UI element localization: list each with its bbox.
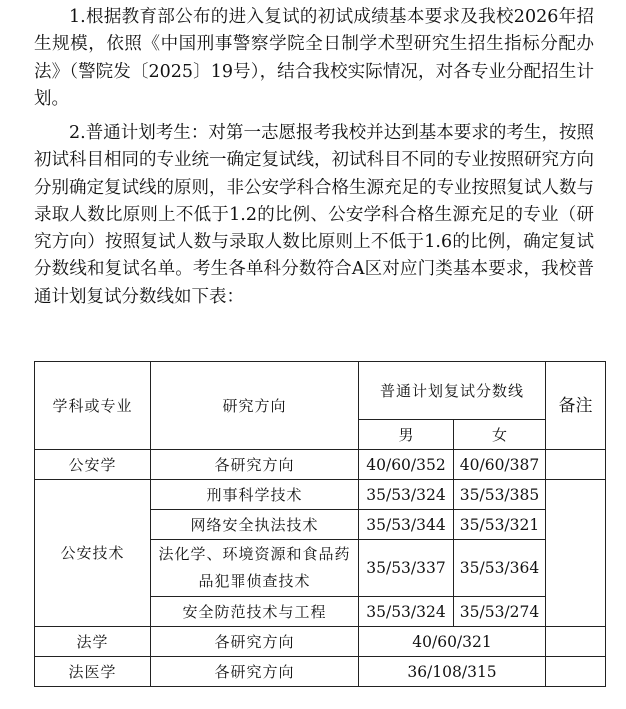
remark-cell <box>546 627 606 657</box>
table-row <box>35 657 606 687</box>
combined-score: 36/108/315 <box>359 657 546 687</box>
direction-cell: 安全防范技术与工程 <box>151 597 359 627</box>
table-row <box>35 627 606 657</box>
female-score: 35/53/321 <box>454 510 546 540</box>
table-row <box>35 450 606 480</box>
combined-score: 40/60/321 <box>359 627 546 657</box>
direction-cell: 各研究方向 <box>151 627 359 657</box>
header-subject: 学科或专业 <box>35 362 151 450</box>
direction-cell: 法化学、环境资源和食品药品犯罪侦查技术 <box>151 540 359 597</box>
header-male: 男 <box>359 420 454 450</box>
remark-cell <box>546 450 606 480</box>
header-score-line: 普通计划复试分数线 <box>359 362 546 420</box>
direction-cell: 各研究方向 <box>151 657 359 687</box>
subject-cell: 公安技术 <box>35 480 151 627</box>
subject-cell: 法医学 <box>35 657 151 687</box>
subject-cell: 公安学 <box>35 450 151 480</box>
header-direction: 研究方向 <box>151 362 359 450</box>
female-score: 35/53/364 <box>454 540 546 597</box>
male-score: 35/53/337 <box>359 540 454 597</box>
female-score: 35/53/385 <box>454 480 546 510</box>
table-header-row <box>35 362 606 420</box>
table-row <box>35 480 606 510</box>
direction-cell: 刑事科学技术 <box>151 480 359 510</box>
header-female: 女 <box>454 420 546 450</box>
female-score: 40/60/387 <box>454 450 546 480</box>
remark-cell <box>546 480 606 627</box>
male-score: 35/53/344 <box>359 510 454 540</box>
female-score: 35/53/274 <box>454 597 546 627</box>
paragraph-1: 1.根据教育部公布的进入复试的初试成绩基本要求及我校2026年招生规模，依照《中国刑事警察学院全日制学术型研究生招生指标分配办法》（警院发〔2025〕19号），结合我校实际情况，对各专业分配招生计划。 <box>34 7 594 109</box>
direction-cell: 网络安全执法技术 <box>151 510 359 540</box>
header-remark: 备注 <box>546 362 606 450</box>
male-score: 35/53/324 <box>359 480 454 510</box>
score-line-table <box>34 361 606 687</box>
male-score: 40/60/352 <box>359 450 454 480</box>
paragraph-2: 2.普通计划考生：对第一志愿报考我校并达到基本要求的考生，按照初试科目相同的专业统一确定复试线，初试科目不同的专业按照研究方向分别确定复试线的原则，非公安学科合格生源充足的专业按照复试人数与录取人数比原则上不低于1.2的比例、公安学科合格生源充足的专业（研究方向）按照复试人数与录取人数比原则上不低于1.6的比例，确定复试分数线和复试名单。考生各单科分数符合A区对应门类基本要求，我校普通计划复试分数线如下表： <box>34 123 594 307</box>
subject-cell: 法学 <box>35 627 151 657</box>
remark-cell <box>546 657 606 687</box>
male-score: 35/53/324 <box>359 597 454 627</box>
direction-cell: 各研究方向 <box>151 450 359 480</box>
